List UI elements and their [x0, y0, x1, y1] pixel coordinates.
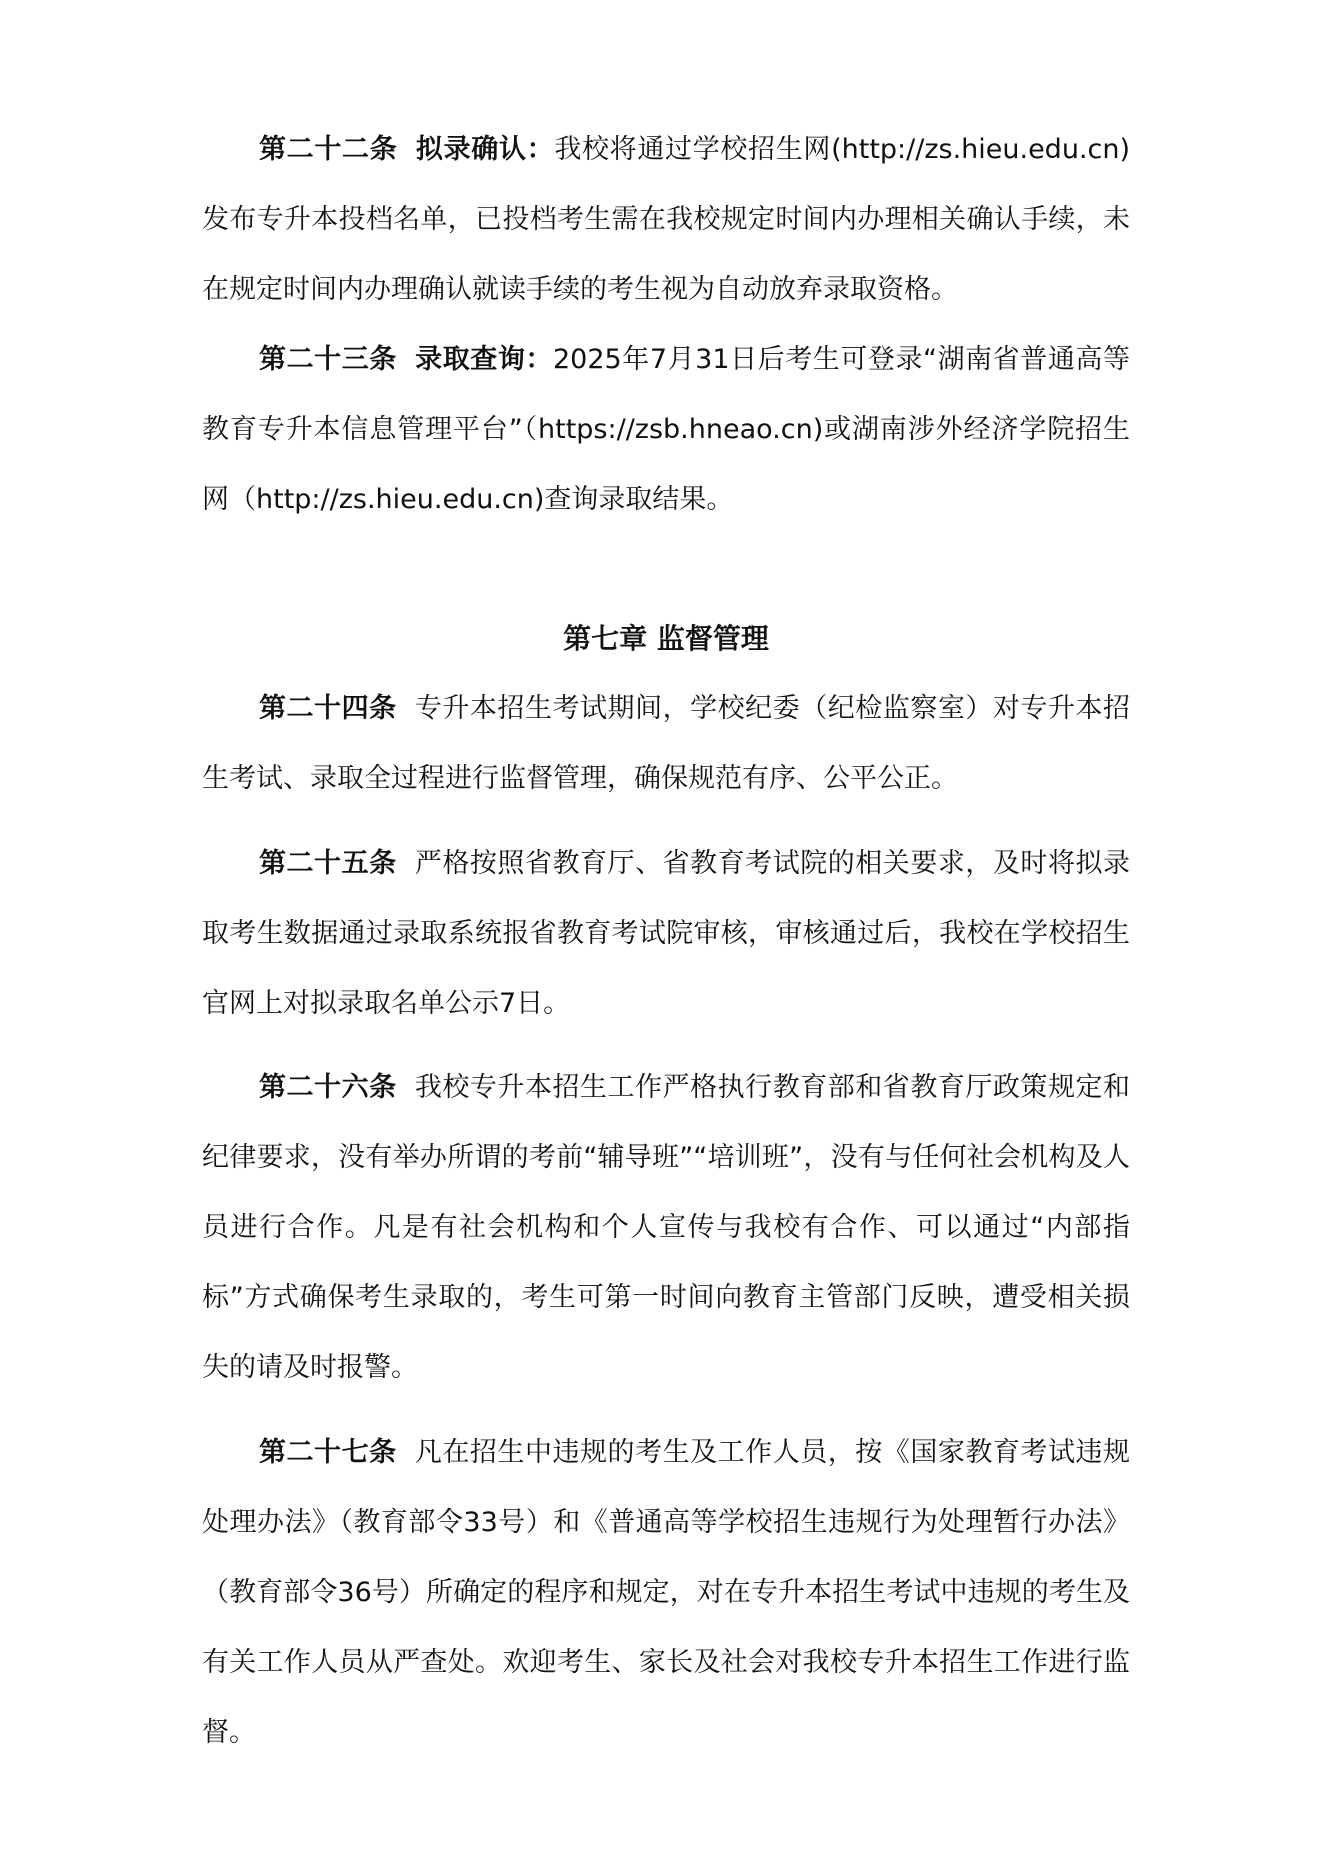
article-number: 第二十四条: [259, 693, 397, 724]
article-27: [202, 1418, 1130, 1768]
article-22: [202, 115, 1130, 325]
article-body: 严格按照省教育厅、省教育考试院的相关要求，及时将拟录取考生数据通过录取系统报省教育考试院审核，审核通过后，我校在学校招生官网上对拟录取名单公示7日。: [202, 848, 1131, 1019]
article-title: 录取查询：: [415, 344, 553, 375]
article-number: 第二十三条: [259, 344, 397, 375]
article-number: 第二十七条: [259, 1437, 397, 1468]
article-number: 第二十二条: [259, 134, 398, 165]
article-body: 我校专升本招生工作严格执行教育部和省教育厅政策规定和纪律要求，没有举办所谓的考前“辅导班”“培训班”，没有与任何社会机构及人员进行合作。凡是有社会机构和个人宣传与我校有合作、可以通过“内部指标”方式确保考生录取的，考生可第一时间向教育主管部门反映，遭受相关损失的请及时报警。: [202, 1072, 1131, 1383]
article-25: [202, 829, 1130, 1039]
article-number: 第二十六条: [259, 1072, 397, 1103]
article-body: 2025年7月31日后考生可登录“湖南省普通高等教育专升本信息管理平台”（https://zsb.hneao.cn)或湖南涉外经济学院招生网（http://zs.hieu.edu.cn)查询录取结果。: [202, 344, 1131, 515]
chapter-title: 第七章 监督管理: [563, 622, 769, 655]
article-number: 第二十五条: [259, 848, 397, 879]
article-23: [202, 325, 1130, 535]
article-26: [202, 1053, 1130, 1403]
article-body: 凡在招生中违规的考生及工作人员，按《国家教育考试违规处理办法》（教育部令33号）和《普通高等学校招生违规行为处理暂行办法》（教育部令36号）所确定的程序和规定，对在专升本招生考试中违规的考生及有关工作人员从严查处。欢迎考生、家长及社会对我校专升本招生工作进行监督。: [202, 1437, 1131, 1748]
article-title: 拟录确认：: [415, 134, 555, 165]
article-body: 我校将通过学校招生网(http://zs.hieu.edu.cn)发布专升本投档名单，已投档考生需在我校规定时间内办理相关确认手续，未在规定时间内办理确认就读手续的考生视为自动放弃录取资格。: [202, 134, 1131, 305]
article-body: 专升本招生考试期间，学校纪委（纪检监察室）对专升本招生考试、录取全过程进行监督管理，确保规范有序、公平公正。: [202, 693, 1131, 794]
article-24: [202, 674, 1130, 814]
